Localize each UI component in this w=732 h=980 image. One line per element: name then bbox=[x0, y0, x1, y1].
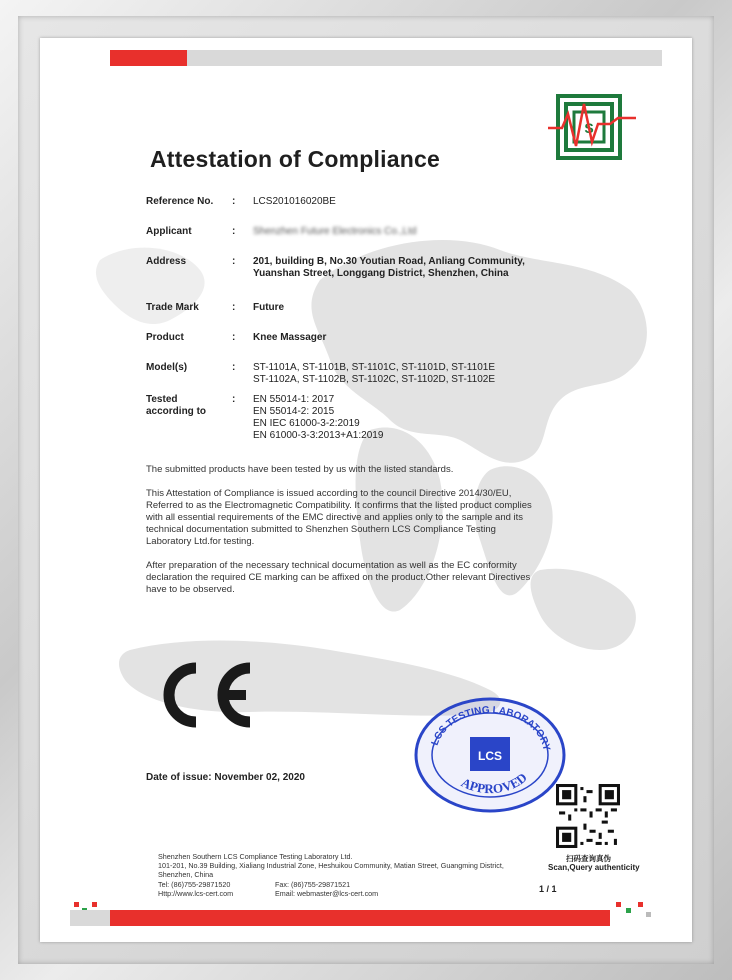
standard-item: EN 55014-1: 2017 bbox=[253, 394, 335, 405]
models-label: Model(s) bbox=[146, 362, 188, 373]
logo-lettering: S bbox=[584, 120, 594, 136]
colon: : bbox=[232, 302, 236, 313]
reference-label: Reference No. bbox=[146, 196, 214, 207]
paragraph-line: technical documentation submitted to Shenzhen Southern LCS Compliance Testing bbox=[146, 524, 496, 535]
footer-fax: Fax: (86)755-29871521 bbox=[275, 880, 351, 889]
paragraph-line: declaration the required CE marking can be affixed on the product.Other relevant Directives bbox=[146, 572, 531, 583]
product-label: Product bbox=[146, 332, 184, 343]
paragraph-line: After preparation of the necessary technical documentation as well as the EC conformity bbox=[146, 560, 517, 571]
address-line1: 201, building B, No.30 Youtian Road, Anliang Community, bbox=[253, 256, 525, 267]
bottom-accent-gray bbox=[70, 910, 110, 926]
paragraph-attestation bbox=[146, 488, 586, 548]
paragraph-preparation bbox=[146, 560, 586, 596]
footer-company: Shenzhen Southern LCS Compliance Testing Laboratory Ltd. bbox=[158, 852, 353, 861]
standard-item: EN IEC 61000-3-2:2019 bbox=[253, 418, 360, 429]
paragraph-line: Referred to as the Electromagnetic Compatibility. It confirms that the listed product complies bbox=[146, 500, 532, 511]
issue-date: Date of issue: November 02, 2020 bbox=[146, 772, 305, 783]
stamp-bottom-text: APPROVED bbox=[458, 769, 530, 797]
approved-stamp bbox=[410, 695, 570, 815]
standard-item: EN 61000-3-3:2013+A1:2019 bbox=[253, 430, 384, 441]
footer-web[interactable]: Http://www.lcs-cert.com bbox=[158, 889, 234, 898]
paragraph-line: with all essential requirements of the EMC directive and applies only to the sample and its bbox=[146, 512, 524, 523]
corner-decoration-right bbox=[610, 898, 660, 928]
page-title: Attestation of Compliance bbox=[150, 146, 440, 172]
models-line1: ST-1101A, ST-1101B, ST-1101C, ST-1101D, ST-1101E bbox=[253, 362, 495, 373]
colon: : bbox=[232, 394, 236, 405]
tested-label: Tested bbox=[146, 394, 178, 405]
standard-item: EN 55014-2: 2015 bbox=[253, 406, 335, 417]
footer-address-line1: 101-201, No.39 Building, Xialiang Industrial Zone, Heshuikou Community, Matian Street, Guangming District, bbox=[158, 861, 504, 870]
qr-caption-cn: 扫码查询真伪 bbox=[566, 854, 611, 863]
page-number: 1 / 1 bbox=[539, 884, 557, 894]
qr-code[interactable] bbox=[556, 784, 620, 848]
applicant-value: Shenzhen Future Electronics Co.,Ltd bbox=[253, 226, 417, 237]
product-value: Knee Massager bbox=[253, 332, 327, 343]
footer-tel: Tel: (86)755-29871520 bbox=[158, 880, 231, 889]
colon: : bbox=[232, 362, 236, 373]
stamp-center-text: LCS bbox=[478, 749, 502, 763]
colon: : bbox=[232, 196, 236, 207]
ce-mark bbox=[152, 660, 256, 730]
top-accent-red bbox=[110, 50, 187, 66]
colon: : bbox=[232, 256, 236, 267]
trademark-value: Future bbox=[253, 302, 285, 313]
paragraph-line: Laboratory Ltd.for testing. bbox=[146, 536, 255, 547]
footer-email[interactable]: Email: webmaster@lcs-cert.com bbox=[275, 889, 379, 898]
models-line2: ST-1102A, ST-1102B, ST-1102C, ST-1102D, ST-1102E bbox=[253, 374, 495, 385]
colon: : bbox=[232, 332, 236, 343]
colon: : bbox=[232, 226, 236, 237]
qr-caption-en: Scan,Query authenticity bbox=[548, 863, 640, 872]
applicant-label: Applicant bbox=[146, 226, 192, 237]
tested-label-line2: according to bbox=[146, 406, 207, 417]
address-label: Address bbox=[146, 256, 187, 267]
reference-value: LCS201016020BE bbox=[253, 196, 336, 207]
trademark-label: Trade Mark bbox=[146, 302, 199, 313]
stamp-top-text: LCS TESTING LABORATORY bbox=[429, 704, 552, 752]
paragraph-tested: The submitted products have been tested by us with the listed standards. bbox=[146, 464, 454, 475]
paragraph-line: have to be observed. bbox=[146, 584, 235, 595]
top-accent-gray bbox=[187, 50, 662, 66]
paragraph-line: This Attestation of Compliance is issued according to the council Directive 2014/30/EU, bbox=[146, 488, 512, 499]
address-line2: Yuanshan Street, Longgang District, Shenzhen, China bbox=[253, 268, 509, 279]
certificate-paper bbox=[70, 50, 662, 936]
bottom-accent-red bbox=[110, 910, 610, 926]
footer-address-line2: Shenzhen, China bbox=[158, 870, 214, 879]
lcs-logo bbox=[548, 94, 638, 164]
